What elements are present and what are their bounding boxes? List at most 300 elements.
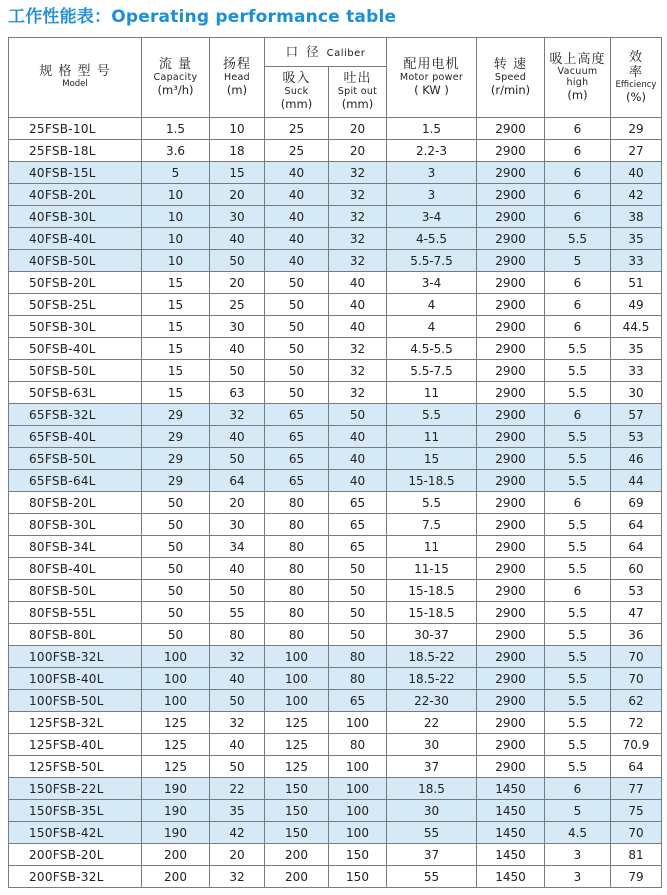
cell-speed: 2900 bbox=[477, 624, 545, 646]
cell-motor-power: 11-15 bbox=[387, 558, 477, 580]
cell-spit: 50 bbox=[329, 558, 387, 580]
table-row bbox=[9, 822, 662, 844]
cell-head: 32 bbox=[210, 712, 265, 734]
cell-model: 125FSB-40L bbox=[9, 734, 142, 756]
cell-speed: 2900 bbox=[477, 558, 545, 580]
cell-speed: 2900 bbox=[477, 206, 545, 228]
cell-model: 80FSB-20L bbox=[9, 492, 142, 514]
cell-vacuum-high: 6 bbox=[545, 778, 611, 800]
cell-motor-power: 18.5-22 bbox=[387, 646, 477, 668]
cell-suck: 80 bbox=[265, 624, 329, 646]
cell-efficiency: 35 bbox=[611, 338, 662, 360]
cell-vacuum-high: 5.5 bbox=[545, 624, 611, 646]
cell-suck: 40 bbox=[265, 228, 329, 250]
table-row bbox=[9, 382, 662, 404]
header-spit-unit: (mm) bbox=[341, 97, 374, 112]
cell-efficiency: 35 bbox=[611, 228, 662, 250]
cell-capacity: 15 bbox=[142, 272, 210, 294]
cell-speed: 1450 bbox=[477, 778, 545, 800]
cell-motor-power: 55 bbox=[387, 822, 477, 844]
cell-speed: 2900 bbox=[477, 360, 545, 382]
cell-spit: 40 bbox=[329, 426, 387, 448]
header-speed bbox=[477, 38, 545, 118]
cell-efficiency: 81 bbox=[611, 844, 662, 866]
cell-suck: 50 bbox=[265, 316, 329, 338]
cell-capacity: 125 bbox=[142, 756, 210, 778]
cell-motor-power: 15 bbox=[387, 448, 477, 470]
cell-speed: 2900 bbox=[477, 382, 545, 404]
cell-motor-power: 3-4 bbox=[387, 206, 477, 228]
cell-suck: 50 bbox=[265, 338, 329, 360]
cell-speed: 2900 bbox=[477, 228, 545, 250]
cell-head: 50 bbox=[210, 250, 265, 272]
table-row bbox=[9, 712, 662, 734]
cell-head: 63 bbox=[210, 382, 265, 404]
cell-motor-power: 3 bbox=[387, 184, 477, 206]
header-head-en: Head bbox=[223, 71, 251, 83]
cell-capacity: 3.6 bbox=[142, 140, 210, 162]
cell-vacuum-high: 5.5 bbox=[545, 338, 611, 360]
cell-efficiency: 64 bbox=[611, 536, 662, 558]
cell-model: 50FSB-40L bbox=[9, 338, 142, 360]
table-row bbox=[9, 404, 662, 426]
cell-motor-power: 15-18.5 bbox=[387, 580, 477, 602]
cell-spit: 65 bbox=[329, 536, 387, 558]
cell-capacity: 100 bbox=[142, 690, 210, 712]
cell-speed: 2900 bbox=[477, 272, 545, 294]
cell-suck: 65 bbox=[265, 426, 329, 448]
cell-model: 80FSB-80L bbox=[9, 624, 142, 646]
cell-model: 125FSB-32L bbox=[9, 712, 142, 734]
header-vacuum bbox=[545, 38, 611, 118]
cell-suck: 100 bbox=[265, 668, 329, 690]
cell-head: 34 bbox=[210, 536, 265, 558]
cell-speed: 1450 bbox=[477, 800, 545, 822]
cell-speed: 2900 bbox=[477, 250, 545, 272]
cell-vacuum-high: 3 bbox=[545, 844, 611, 866]
cell-model: 50FSB-50L bbox=[9, 360, 142, 382]
cell-model: 150FSB-35L bbox=[9, 800, 142, 822]
cell-suck: 50 bbox=[265, 382, 329, 404]
cell-head: 32 bbox=[210, 404, 265, 426]
cell-speed: 2900 bbox=[477, 690, 545, 712]
cell-vacuum-high: 3 bbox=[545, 866, 611, 888]
cell-capacity: 29 bbox=[142, 448, 210, 470]
cell-head: 42 bbox=[210, 822, 265, 844]
cell-speed: 2900 bbox=[477, 514, 545, 536]
table-row bbox=[9, 448, 662, 470]
table-row bbox=[9, 602, 662, 624]
cell-vacuum-high: 5.5 bbox=[545, 690, 611, 712]
cell-capacity: 1.5 bbox=[142, 118, 210, 140]
cell-model: 65FSB-32L bbox=[9, 404, 142, 426]
cell-speed: 2900 bbox=[477, 140, 545, 162]
header-model-zh: 规 格 型 号 bbox=[39, 64, 111, 80]
cell-efficiency: 57 bbox=[611, 404, 662, 426]
cell-efficiency: 44 bbox=[611, 470, 662, 492]
cell-suck: 40 bbox=[265, 206, 329, 228]
cell-speed: 2900 bbox=[477, 448, 545, 470]
cell-spit: 32 bbox=[329, 228, 387, 250]
cell-motor-power: 11 bbox=[387, 536, 477, 558]
cell-spit: 100 bbox=[329, 756, 387, 778]
cell-motor-power: 37 bbox=[387, 844, 477, 866]
cell-speed: 2900 bbox=[477, 492, 545, 514]
cell-spit: 65 bbox=[329, 690, 387, 712]
cell-vacuum-high: 6 bbox=[545, 316, 611, 338]
table-row bbox=[9, 316, 662, 338]
cell-head: 35 bbox=[210, 800, 265, 822]
cell-head: 50 bbox=[210, 448, 265, 470]
cell-efficiency: 69 bbox=[611, 492, 662, 514]
header-model bbox=[9, 38, 142, 118]
cell-suck: 125 bbox=[265, 712, 329, 734]
table-row bbox=[9, 646, 662, 668]
header-motor bbox=[387, 38, 477, 118]
cell-capacity: 190 bbox=[142, 778, 210, 800]
cell-speed: 2900 bbox=[477, 646, 545, 668]
cell-suck: 25 bbox=[265, 140, 329, 162]
cell-motor-power: 4 bbox=[387, 316, 477, 338]
cell-efficiency: 42 bbox=[611, 184, 662, 206]
cell-spit: 40 bbox=[329, 448, 387, 470]
cell-model: 50FSB-30L bbox=[9, 316, 142, 338]
cell-model: 40FSB-15L bbox=[9, 162, 142, 184]
table-row bbox=[9, 426, 662, 448]
cell-model: 50FSB-25L bbox=[9, 294, 142, 316]
header-efficiency-zh: 效 bbox=[628, 50, 643, 66]
table-row bbox=[9, 250, 662, 272]
cell-vacuum-high: 6 bbox=[545, 492, 611, 514]
header-capacity-unit: (m³/h) bbox=[157, 82, 194, 97]
cell-speed: 2900 bbox=[477, 470, 545, 492]
cell-speed: 1450 bbox=[477, 822, 545, 844]
header-capacity-zh: 流 量 bbox=[158, 56, 193, 72]
cell-efficiency: 30 bbox=[611, 382, 662, 404]
cell-motor-power: 15-18.5 bbox=[387, 470, 477, 492]
cell-suck: 150 bbox=[265, 822, 329, 844]
cell-model: 200FSB-32L bbox=[9, 866, 142, 888]
cell-vacuum-high: 5.5 bbox=[545, 536, 611, 558]
cell-efficiency: 33 bbox=[611, 360, 662, 382]
cell-model: 65FSB-50L bbox=[9, 448, 142, 470]
cell-efficiency: 44.5 bbox=[611, 316, 662, 338]
cell-efficiency: 36 bbox=[611, 624, 662, 646]
cell-speed: 2900 bbox=[477, 756, 545, 778]
cell-spit: 80 bbox=[329, 734, 387, 756]
cell-model: 100FSB-40L bbox=[9, 668, 142, 690]
cell-motor-power: 30 bbox=[387, 734, 477, 756]
cell-motor-power: 18.5 bbox=[387, 778, 477, 800]
cell-vacuum-high: 5.5 bbox=[545, 360, 611, 382]
table-row bbox=[9, 184, 662, 206]
cell-efficiency: 60 bbox=[611, 558, 662, 580]
cell-vacuum-high: 5.5 bbox=[545, 426, 611, 448]
cell-vacuum-high: 6 bbox=[545, 184, 611, 206]
header-capacity-en: Capacity bbox=[153, 71, 198, 83]
cell-suck: 50 bbox=[265, 360, 329, 382]
table-row bbox=[9, 866, 662, 888]
cell-capacity: 125 bbox=[142, 712, 210, 734]
cell-speed: 2900 bbox=[477, 668, 545, 690]
cell-vacuum-high: 6 bbox=[545, 404, 611, 426]
cell-capacity: 15 bbox=[142, 382, 210, 404]
cell-head: 20 bbox=[210, 844, 265, 866]
header-spit bbox=[329, 67, 387, 118]
cell-vacuum-high: 4.5 bbox=[545, 822, 611, 844]
cell-spit: 100 bbox=[329, 778, 387, 800]
cell-suck: 200 bbox=[265, 844, 329, 866]
performance-table bbox=[8, 37, 662, 888]
cell-capacity: 125 bbox=[142, 734, 210, 756]
cell-suck: 80 bbox=[265, 514, 329, 536]
header-speed-zh: 转 速 bbox=[493, 56, 528, 72]
cell-speed: 2900 bbox=[477, 536, 545, 558]
cell-head: 40 bbox=[210, 558, 265, 580]
cell-motor-power: 5.5-7.5 bbox=[387, 360, 477, 382]
cell-vacuum-high: 5.5 bbox=[545, 602, 611, 624]
cell-capacity: 50 bbox=[142, 624, 210, 646]
cell-capacity: 29 bbox=[142, 470, 210, 492]
cell-vacuum-high: 5.5 bbox=[545, 558, 611, 580]
header-caliber bbox=[265, 38, 387, 67]
header-vacuum-en2: high bbox=[566, 77, 589, 89]
cell-efficiency: 53 bbox=[611, 580, 662, 602]
cell-efficiency: 79 bbox=[611, 866, 662, 888]
cell-motor-power: 11 bbox=[387, 382, 477, 404]
cell-capacity: 10 bbox=[142, 250, 210, 272]
header-caliber-zh: 口 径 bbox=[285, 43, 321, 59]
table-row bbox=[9, 668, 662, 690]
cell-motor-power: 37 bbox=[387, 756, 477, 778]
cell-head: 40 bbox=[210, 338, 265, 360]
cell-motor-power: 22-30 bbox=[387, 690, 477, 712]
cell-suck: 65 bbox=[265, 404, 329, 426]
cell-head: 32 bbox=[210, 866, 265, 888]
cell-suck: 125 bbox=[265, 756, 329, 778]
cell-vacuum-high: 5 bbox=[545, 250, 611, 272]
cell-capacity: 190 bbox=[142, 800, 210, 822]
header-suck-en: Suck bbox=[284, 86, 309, 98]
cell-suck: 80 bbox=[265, 558, 329, 580]
cell-vacuum-high: 5.5 bbox=[545, 382, 611, 404]
cell-efficiency: 51 bbox=[611, 272, 662, 294]
cell-vacuum-high: 6 bbox=[545, 118, 611, 140]
cell-spit: 40 bbox=[329, 316, 387, 338]
cell-spit: 32 bbox=[329, 184, 387, 206]
cell-head: 20 bbox=[210, 492, 265, 514]
cell-efficiency: 47 bbox=[611, 602, 662, 624]
cell-capacity: 15 bbox=[142, 316, 210, 338]
cell-vacuum-high: 6 bbox=[545, 272, 611, 294]
cell-head: 50 bbox=[210, 690, 265, 712]
cell-head: 64 bbox=[210, 470, 265, 492]
cell-capacity: 50 bbox=[142, 536, 210, 558]
cell-spit: 50 bbox=[329, 624, 387, 646]
table-row bbox=[9, 844, 662, 866]
cell-motor-power: 22 bbox=[387, 712, 477, 734]
cell-capacity: 200 bbox=[142, 844, 210, 866]
cell-model: 25FSB-10L bbox=[9, 118, 142, 140]
cell-efficiency: 33 bbox=[611, 250, 662, 272]
header-efficiency-zh2: 率 bbox=[628, 65, 643, 80]
cell-capacity: 100 bbox=[142, 668, 210, 690]
cell-model: 100FSB-32L bbox=[9, 646, 142, 668]
cell-suck: 65 bbox=[265, 470, 329, 492]
table-row bbox=[9, 338, 662, 360]
cell-efficiency: 70 bbox=[611, 646, 662, 668]
cell-spit: 40 bbox=[329, 294, 387, 316]
header-vacuum-en: Vacuum bbox=[557, 66, 598, 78]
cell-spit: 80 bbox=[329, 668, 387, 690]
cell-suck: 200 bbox=[265, 866, 329, 888]
cell-head: 18 bbox=[210, 140, 265, 162]
cell-vacuum-high: 5.5 bbox=[545, 712, 611, 734]
cell-speed: 2900 bbox=[477, 580, 545, 602]
cell-motor-power: 4-5.5 bbox=[387, 228, 477, 250]
cell-head: 15 bbox=[210, 162, 265, 184]
cell-head: 40 bbox=[210, 228, 265, 250]
cell-spit: 100 bbox=[329, 712, 387, 734]
header-efficiency bbox=[611, 38, 662, 118]
header-motor-en: Motor power bbox=[399, 71, 464, 83]
cell-capacity: 50 bbox=[142, 580, 210, 602]
header-motor-zh: 配用电机 bbox=[403, 56, 460, 72]
cell-capacity: 10 bbox=[142, 184, 210, 206]
cell-model: 80FSB-40L bbox=[9, 558, 142, 580]
cell-head: 32 bbox=[210, 646, 265, 668]
cell-capacity: 15 bbox=[142, 294, 210, 316]
cell-capacity: 15 bbox=[142, 338, 210, 360]
cell-motor-power: 3-4 bbox=[387, 272, 477, 294]
cell-speed: 2900 bbox=[477, 316, 545, 338]
cell-spit: 40 bbox=[329, 470, 387, 492]
table-row bbox=[9, 294, 662, 316]
cell-spit: 50 bbox=[329, 580, 387, 602]
cell-motor-power: 5.5-7.5 bbox=[387, 250, 477, 272]
header-suck-zh: 吸入 bbox=[282, 71, 311, 87]
cell-vacuum-high: 6 bbox=[545, 580, 611, 602]
cell-suck: 25 bbox=[265, 118, 329, 140]
table-row bbox=[9, 536, 662, 558]
cell-efficiency: 70 bbox=[611, 668, 662, 690]
cell-motor-power: 55 bbox=[387, 866, 477, 888]
cell-model: 80FSB-55L bbox=[9, 602, 142, 624]
cell-spit: 50 bbox=[329, 404, 387, 426]
cell-vacuum-high: 5.5 bbox=[545, 470, 611, 492]
cell-suck: 50 bbox=[265, 272, 329, 294]
cell-suck: 125 bbox=[265, 734, 329, 756]
cell-capacity: 190 bbox=[142, 822, 210, 844]
cell-model: 65FSB-64L bbox=[9, 470, 142, 492]
cell-model: 150FSB-22L bbox=[9, 778, 142, 800]
cell-vacuum-high: 6 bbox=[545, 140, 611, 162]
cell-head: 40 bbox=[210, 734, 265, 756]
cell-suck: 65 bbox=[265, 448, 329, 470]
cell-head: 22 bbox=[210, 778, 265, 800]
cell-head: 25 bbox=[210, 294, 265, 316]
cell-capacity: 200 bbox=[142, 866, 210, 888]
cell-head: 50 bbox=[210, 580, 265, 602]
cell-spit: 80 bbox=[329, 646, 387, 668]
cell-vacuum-high: 5.5 bbox=[545, 646, 611, 668]
cell-model: 200FSB-20L bbox=[9, 844, 142, 866]
cell-motor-power: 1.5 bbox=[387, 118, 477, 140]
cell-spit: 65 bbox=[329, 514, 387, 536]
cell-spit: 40 bbox=[329, 272, 387, 294]
cell-suck: 150 bbox=[265, 800, 329, 822]
cell-suck: 80 bbox=[265, 492, 329, 514]
cell-model: 125FSB-50L bbox=[9, 756, 142, 778]
cell-motor-power: 11 bbox=[387, 426, 477, 448]
cell-suck: 50 bbox=[265, 294, 329, 316]
cell-speed: 2900 bbox=[477, 426, 545, 448]
cell-efficiency: 72 bbox=[611, 712, 662, 734]
header-head-zh: 扬程 bbox=[222, 56, 251, 72]
cell-efficiency: 64 bbox=[611, 514, 662, 536]
cell-motor-power: 30 bbox=[387, 800, 477, 822]
cell-efficiency: 53 bbox=[611, 426, 662, 448]
cell-spit: 20 bbox=[329, 118, 387, 140]
header-spit-en: Spit out bbox=[337, 86, 378, 98]
cell-motor-power: 4 bbox=[387, 294, 477, 316]
cell-speed: 2900 bbox=[477, 184, 545, 206]
table-row bbox=[9, 272, 662, 294]
cell-vacuum-high: 6 bbox=[545, 162, 611, 184]
cell-motor-power: 3 bbox=[387, 162, 477, 184]
cell-motor-power: 7.5 bbox=[387, 514, 477, 536]
header-efficiency-unit: (%) bbox=[626, 89, 646, 104]
header-efficiency-en: Efficiency bbox=[615, 79, 657, 90]
table-body bbox=[9, 118, 662, 888]
cell-suck: 80 bbox=[265, 602, 329, 624]
cell-head: 50 bbox=[210, 756, 265, 778]
cell-model: 150FSB-42L bbox=[9, 822, 142, 844]
cell-efficiency: 64 bbox=[611, 756, 662, 778]
cell-efficiency: 75 bbox=[611, 800, 662, 822]
cell-efficiency: 62 bbox=[611, 690, 662, 712]
cell-capacity: 29 bbox=[142, 426, 210, 448]
cell-speed: 2900 bbox=[477, 734, 545, 756]
header-motor-unit: ( KW ) bbox=[414, 82, 449, 97]
header-head-unit: (m) bbox=[226, 82, 248, 97]
cell-capacity: 5 bbox=[142, 162, 210, 184]
cell-head: 55 bbox=[210, 602, 265, 624]
page-title: 工作性能表：Operating performance table bbox=[8, 7, 397, 27]
cell-capacity: 50 bbox=[142, 602, 210, 624]
header-vacuum-unit: (m) bbox=[567, 88, 588, 103]
cell-spit: 150 bbox=[329, 844, 387, 866]
cell-model: 40FSB-40L bbox=[9, 228, 142, 250]
cell-capacity: 50 bbox=[142, 558, 210, 580]
cell-head: 80 bbox=[210, 624, 265, 646]
cell-spit: 32 bbox=[329, 338, 387, 360]
cell-model: 40FSB-30L bbox=[9, 206, 142, 228]
header-model-en: Model bbox=[62, 79, 88, 90]
cell-efficiency: 70.9 bbox=[611, 734, 662, 756]
header-suck bbox=[265, 67, 329, 118]
cell-motor-power: 15-18.5 bbox=[387, 602, 477, 624]
cell-efficiency: 40 bbox=[611, 162, 662, 184]
cell-efficiency: 49 bbox=[611, 294, 662, 316]
cell-suck: 100 bbox=[265, 690, 329, 712]
table-row bbox=[9, 756, 662, 778]
cell-model: 80FSB-30L bbox=[9, 514, 142, 536]
cell-spit: 65 bbox=[329, 492, 387, 514]
table-row bbox=[9, 778, 662, 800]
cell-spit: 32 bbox=[329, 206, 387, 228]
cell-capacity: 29 bbox=[142, 404, 210, 426]
